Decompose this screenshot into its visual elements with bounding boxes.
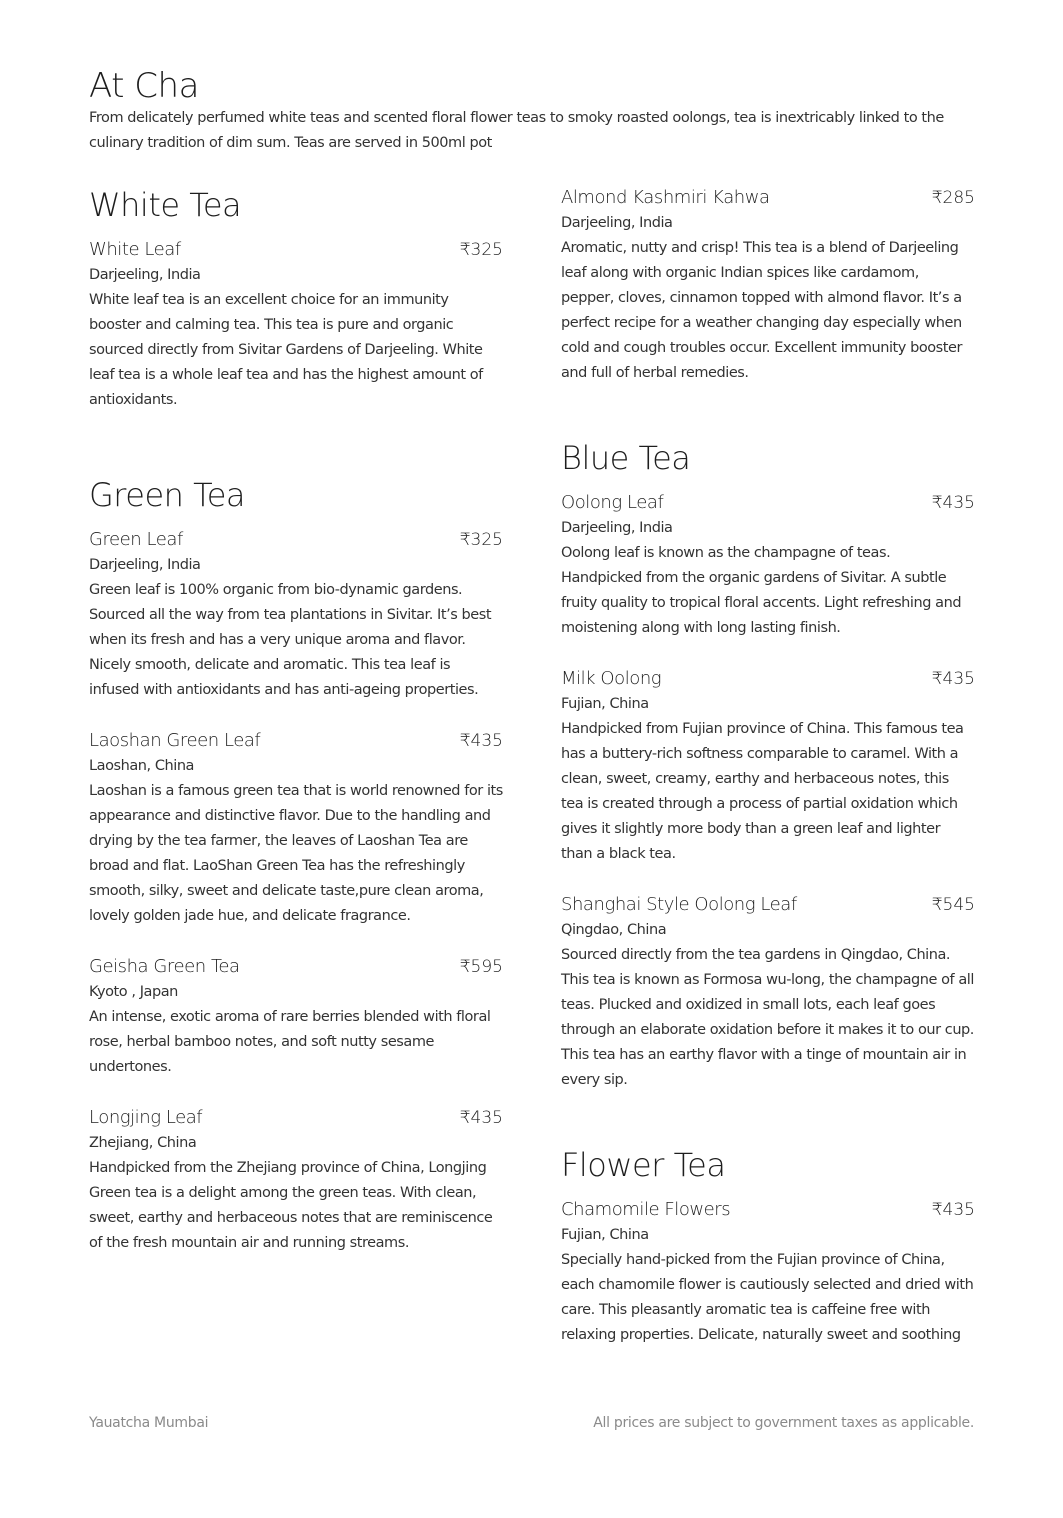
section-title: Flower Tea xyxy=(561,1146,726,1184)
right-column xyxy=(561,185,975,1373)
item-price: ₹285 xyxy=(931,188,975,208)
item-origin: Darjeeling, India xyxy=(89,557,201,573)
item-description: Green leaf is 100% organic from bio-dynamic gardens. Sourced all the way from tea plantations in Sivitar. It’s best when its fresh and has a very unique aroma and flavor. Nicely smooth, delicate and aromatic. This tea leaf is infused with antioxidants and has anti-ageing properties. xyxy=(89,582,492,698)
item-origin: Qingdao, China xyxy=(561,922,667,938)
menu-item xyxy=(561,185,975,386)
item-origin: Fujian, China xyxy=(561,1227,649,1243)
item-origin: Darjeeling, India xyxy=(561,520,673,536)
item-name: Geisha Green Tea xyxy=(89,956,240,977)
item-price: ₹435 xyxy=(459,1108,503,1128)
item-price: ₹435 xyxy=(459,731,503,751)
menu-item xyxy=(89,728,503,929)
footer-tax-note: All prices are subject to government taxes as applicable. xyxy=(593,1415,974,1431)
item-description: Specially hand-picked from the Fujian province of China, each chamomile flower is cautiously selected and dried with care. This pleasantly aromatic tea is caffeine free with relaxing properties. Delicate, naturally sweet and soothing xyxy=(561,1252,974,1343)
item-price: ₹325 xyxy=(459,530,503,550)
menu-item xyxy=(89,527,503,703)
item-name: Laoshan Green Leaf xyxy=(89,730,261,751)
item-description: Laoshan is a famous green tea that is world renowned for its appearance and distinctive flavor. Due to the handling and drying by the tea farmer, the leaves of Laoshan Tea are broad and flat. LaoShan Green Tea has the refreshingly smooth, silky, sweet and delicate taste,pure clean aroma, lovely golden jade hue, and delicate fragrance. xyxy=(89,783,503,924)
menu-item xyxy=(89,1105,503,1256)
section-white-tea xyxy=(89,185,503,413)
section-title: Blue Tea xyxy=(561,439,691,477)
item-origin: Darjeeling, India xyxy=(561,215,673,231)
menu-item xyxy=(561,490,975,641)
item-name: Green Leaf xyxy=(89,529,183,550)
item-name: Shanghai Style Oolong Leaf xyxy=(561,894,797,915)
menu-item xyxy=(561,1197,975,1348)
section-title: Green Tea xyxy=(89,476,245,514)
item-price: ₹325 xyxy=(459,240,503,260)
menu-item xyxy=(89,954,503,1080)
menu-item xyxy=(561,892,975,1093)
page-title: At Cha xyxy=(89,66,199,106)
section-flower-tea xyxy=(561,1145,975,1348)
footer-restaurant-name: Yauatcha Mumbai xyxy=(89,1415,209,1431)
item-name: Almond Kashmiri Kahwa xyxy=(561,187,770,208)
item-origin: Kyoto , Japan xyxy=(89,984,178,1000)
section-green-tea xyxy=(89,475,503,1256)
item-description: Handpicked from the Zhejiang province of China, Longjing Green tea is a delight among the green teas. With clean, sweet, earthy and herbaceous notes that are reminiscence of the fresh mountain air and running streams. xyxy=(89,1160,493,1251)
item-description: Oolong leaf is known as the champagne of teas. Handpicked from the organic gardens of Sivitar. A subtle fruity quality to tropical floral accents. Light refreshing and moistening along with long lasting finish. xyxy=(561,545,962,636)
item-description: Handpicked from Fujian province of China. This famous tea has a buttery-rich softness comparable to caramel. With a clean, sweet, creamy, earthy and herbaceous notes, this tea is created through a process of partial oxidation which gives it slightly more body than a green leaf and lighter than a black tea. xyxy=(561,721,964,862)
item-origin: Darjeeling, India xyxy=(89,267,201,283)
section-white-tea-continued xyxy=(561,185,975,386)
item-name: White Leaf xyxy=(89,239,181,260)
left-column xyxy=(89,185,503,1281)
item-description: An intense, exotic aroma of rare berries blended with floral rose, herbal bamboo notes, and soft nutty sesame undertones. xyxy=(89,1009,491,1075)
item-origin: Zhejiang, China xyxy=(89,1135,197,1151)
section-title: White Tea xyxy=(89,186,242,224)
item-name: Oolong Leaf xyxy=(561,492,664,513)
item-origin: Laoshan, China xyxy=(89,758,194,774)
menu-item xyxy=(561,666,975,867)
item-description: Sourced directly from the tea gardens in Qingdao, China. This tea is known as Formosa wu-long, the champagne of all teas. Plucked and oxidized in small lots, each leaf goes through an elaborate oxidation before it makes it to our cup. This tea has an earthy flavor with a tinge of mountain air in every sip. xyxy=(561,947,974,1088)
item-name: Milk Oolong xyxy=(561,668,662,689)
intro-text: From delicately perfumed white teas and scented floral flower teas to smoky roasted oolongs, tea is inextricably linked to the culinary tradition of dim sum. Teas are served in 500ml pot xyxy=(89,110,944,151)
item-name: Chamomile Flowers xyxy=(561,1199,731,1220)
item-price: ₹435 xyxy=(931,493,975,513)
item-origin: Fujian, China xyxy=(561,696,649,712)
item-price: ₹545 xyxy=(931,895,975,915)
item-description: White leaf tea is an excellent choice for an immunity booster and calming tea. This tea is pure and organic sourced directly from Sivitar Gardens of Darjeeling. White leaf tea is a whole leaf tea and has the highest amount of antioxidants. xyxy=(89,292,483,408)
section-blue-tea xyxy=(561,438,975,1093)
menu-item xyxy=(89,237,503,413)
item-description: Aromatic, nutty and crisp! This tea is a blend of Darjeeling leaf along with organic Indian spices like cardamom, pepper, cloves, cinnamon topped with almond flavor. It’s a perfect recipe for a weather changing day especially when cold and cough troubles occur. Excellent immunity booster and full of herbal remedies. xyxy=(561,240,962,381)
item-price: ₹435 xyxy=(931,669,975,689)
item-price: ₹595 xyxy=(459,957,503,977)
item-name: Longjing Leaf xyxy=(89,1107,203,1128)
item-price: ₹435 xyxy=(931,1200,975,1220)
